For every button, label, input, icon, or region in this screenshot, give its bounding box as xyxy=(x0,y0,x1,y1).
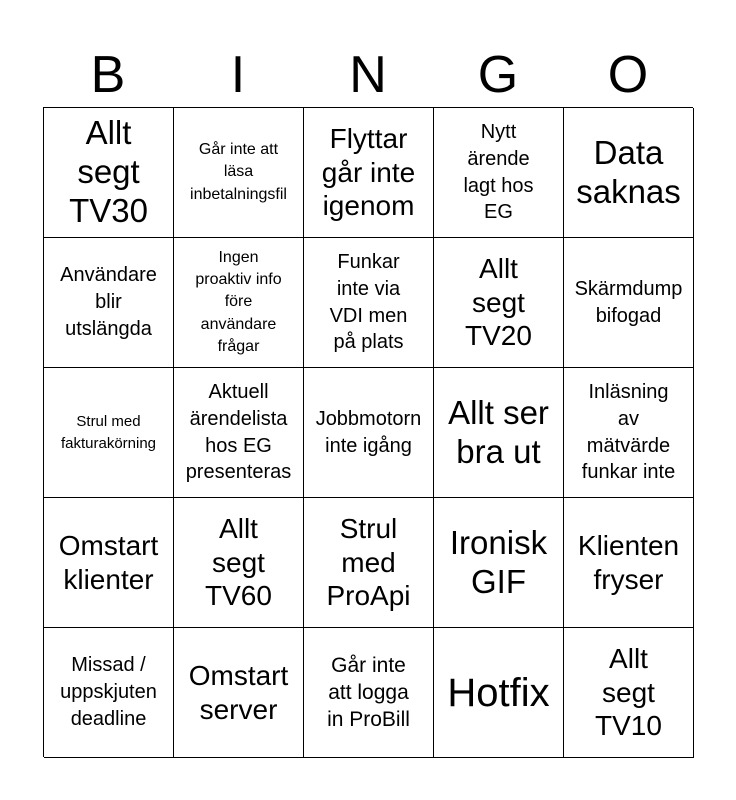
cell-text: Strul med fakturakörning xyxy=(60,413,157,452)
header-letter-b: B xyxy=(90,46,126,104)
bingo-cell[interactable] xyxy=(564,238,694,368)
bingo-cell[interactable] xyxy=(304,628,434,758)
bingo-cell[interactable] xyxy=(174,368,304,498)
cell-text: Inläsning av mätvärde funkar inte xyxy=(581,380,676,484)
cell-text: Ironisk GIF xyxy=(449,523,548,600)
cell-text: Funkar inte via VDI men på plats xyxy=(329,250,408,354)
bingo-cell[interactable] xyxy=(174,628,304,758)
bingo-cell[interactable] xyxy=(434,498,564,628)
bingo-cell[interactable] xyxy=(174,108,304,238)
cell-text: Ingen proaktiv info före användare frågar xyxy=(195,249,282,355)
cell-text: Användare blir utslängda xyxy=(60,264,157,340)
cell-text: Omstart klienter xyxy=(58,529,159,595)
cell-text: Strul med ProApi xyxy=(326,513,411,612)
bingo-cell[interactable] xyxy=(434,628,564,758)
bingo-cell[interactable] xyxy=(564,108,694,238)
cell-text: Allt segt TV10 xyxy=(595,643,662,742)
cell-text: Aktuell ärendelista hos EG presenteras xyxy=(185,380,292,484)
cell-text: Hotfix xyxy=(447,670,550,715)
bingo-cell[interactable] xyxy=(44,108,174,238)
bingo-cell[interactable] xyxy=(564,368,694,498)
bingo-cell[interactable] xyxy=(304,238,434,368)
bingo-cell[interactable] xyxy=(434,108,564,238)
bingo-cell[interactable] xyxy=(434,368,564,498)
cell-text: Går inte att läsa inbetalningsfil xyxy=(190,141,287,203)
header-letter-i: I xyxy=(230,46,246,104)
bingo-cell[interactable] xyxy=(434,238,564,368)
header-letter-o: O xyxy=(607,46,649,104)
bingo-cell[interactable] xyxy=(564,628,694,758)
bingo-cell[interactable] xyxy=(304,108,434,238)
cell-text: Allt ser bra ut xyxy=(448,393,549,470)
cell-text: Nytt ärende lagt hos EG xyxy=(463,120,534,224)
cell-text: Går inte att logga in ProBill xyxy=(327,653,410,732)
bingo-board xyxy=(43,107,693,757)
header-letter-g: G xyxy=(477,46,519,104)
bingo-cell[interactable] xyxy=(174,238,304,368)
cell-text: Skärmdump bifogad xyxy=(574,277,683,327)
bingo-cell[interactable] xyxy=(564,498,694,628)
cell-text: Omstart server xyxy=(188,659,289,725)
bingo-cell[interactable] xyxy=(44,238,174,368)
cell-text: Allt segt TV20 xyxy=(465,253,532,352)
cell-text: Klienten fryser xyxy=(577,529,680,595)
header-letter-n: N xyxy=(349,46,387,104)
bingo-cell[interactable] xyxy=(44,368,174,498)
cell-text: Allt segt TV60 xyxy=(205,513,272,612)
cell-text: Missad / uppskjuten deadline xyxy=(60,654,157,730)
cell-text: Data saknas xyxy=(576,133,681,210)
cell-text: Jobbmotorn inte igång xyxy=(315,407,422,457)
cell-text: Allt segt TV30 xyxy=(69,114,148,229)
bingo-cell[interactable] xyxy=(304,498,434,628)
bingo-cell[interactable] xyxy=(44,628,174,758)
bingo-cell[interactable] xyxy=(44,498,174,628)
cell-text: Flyttar går inte igenom xyxy=(321,123,416,222)
bingo-header xyxy=(43,44,693,106)
bingo-cell[interactable] xyxy=(304,368,434,498)
bingo-cell[interactable] xyxy=(174,498,304,628)
